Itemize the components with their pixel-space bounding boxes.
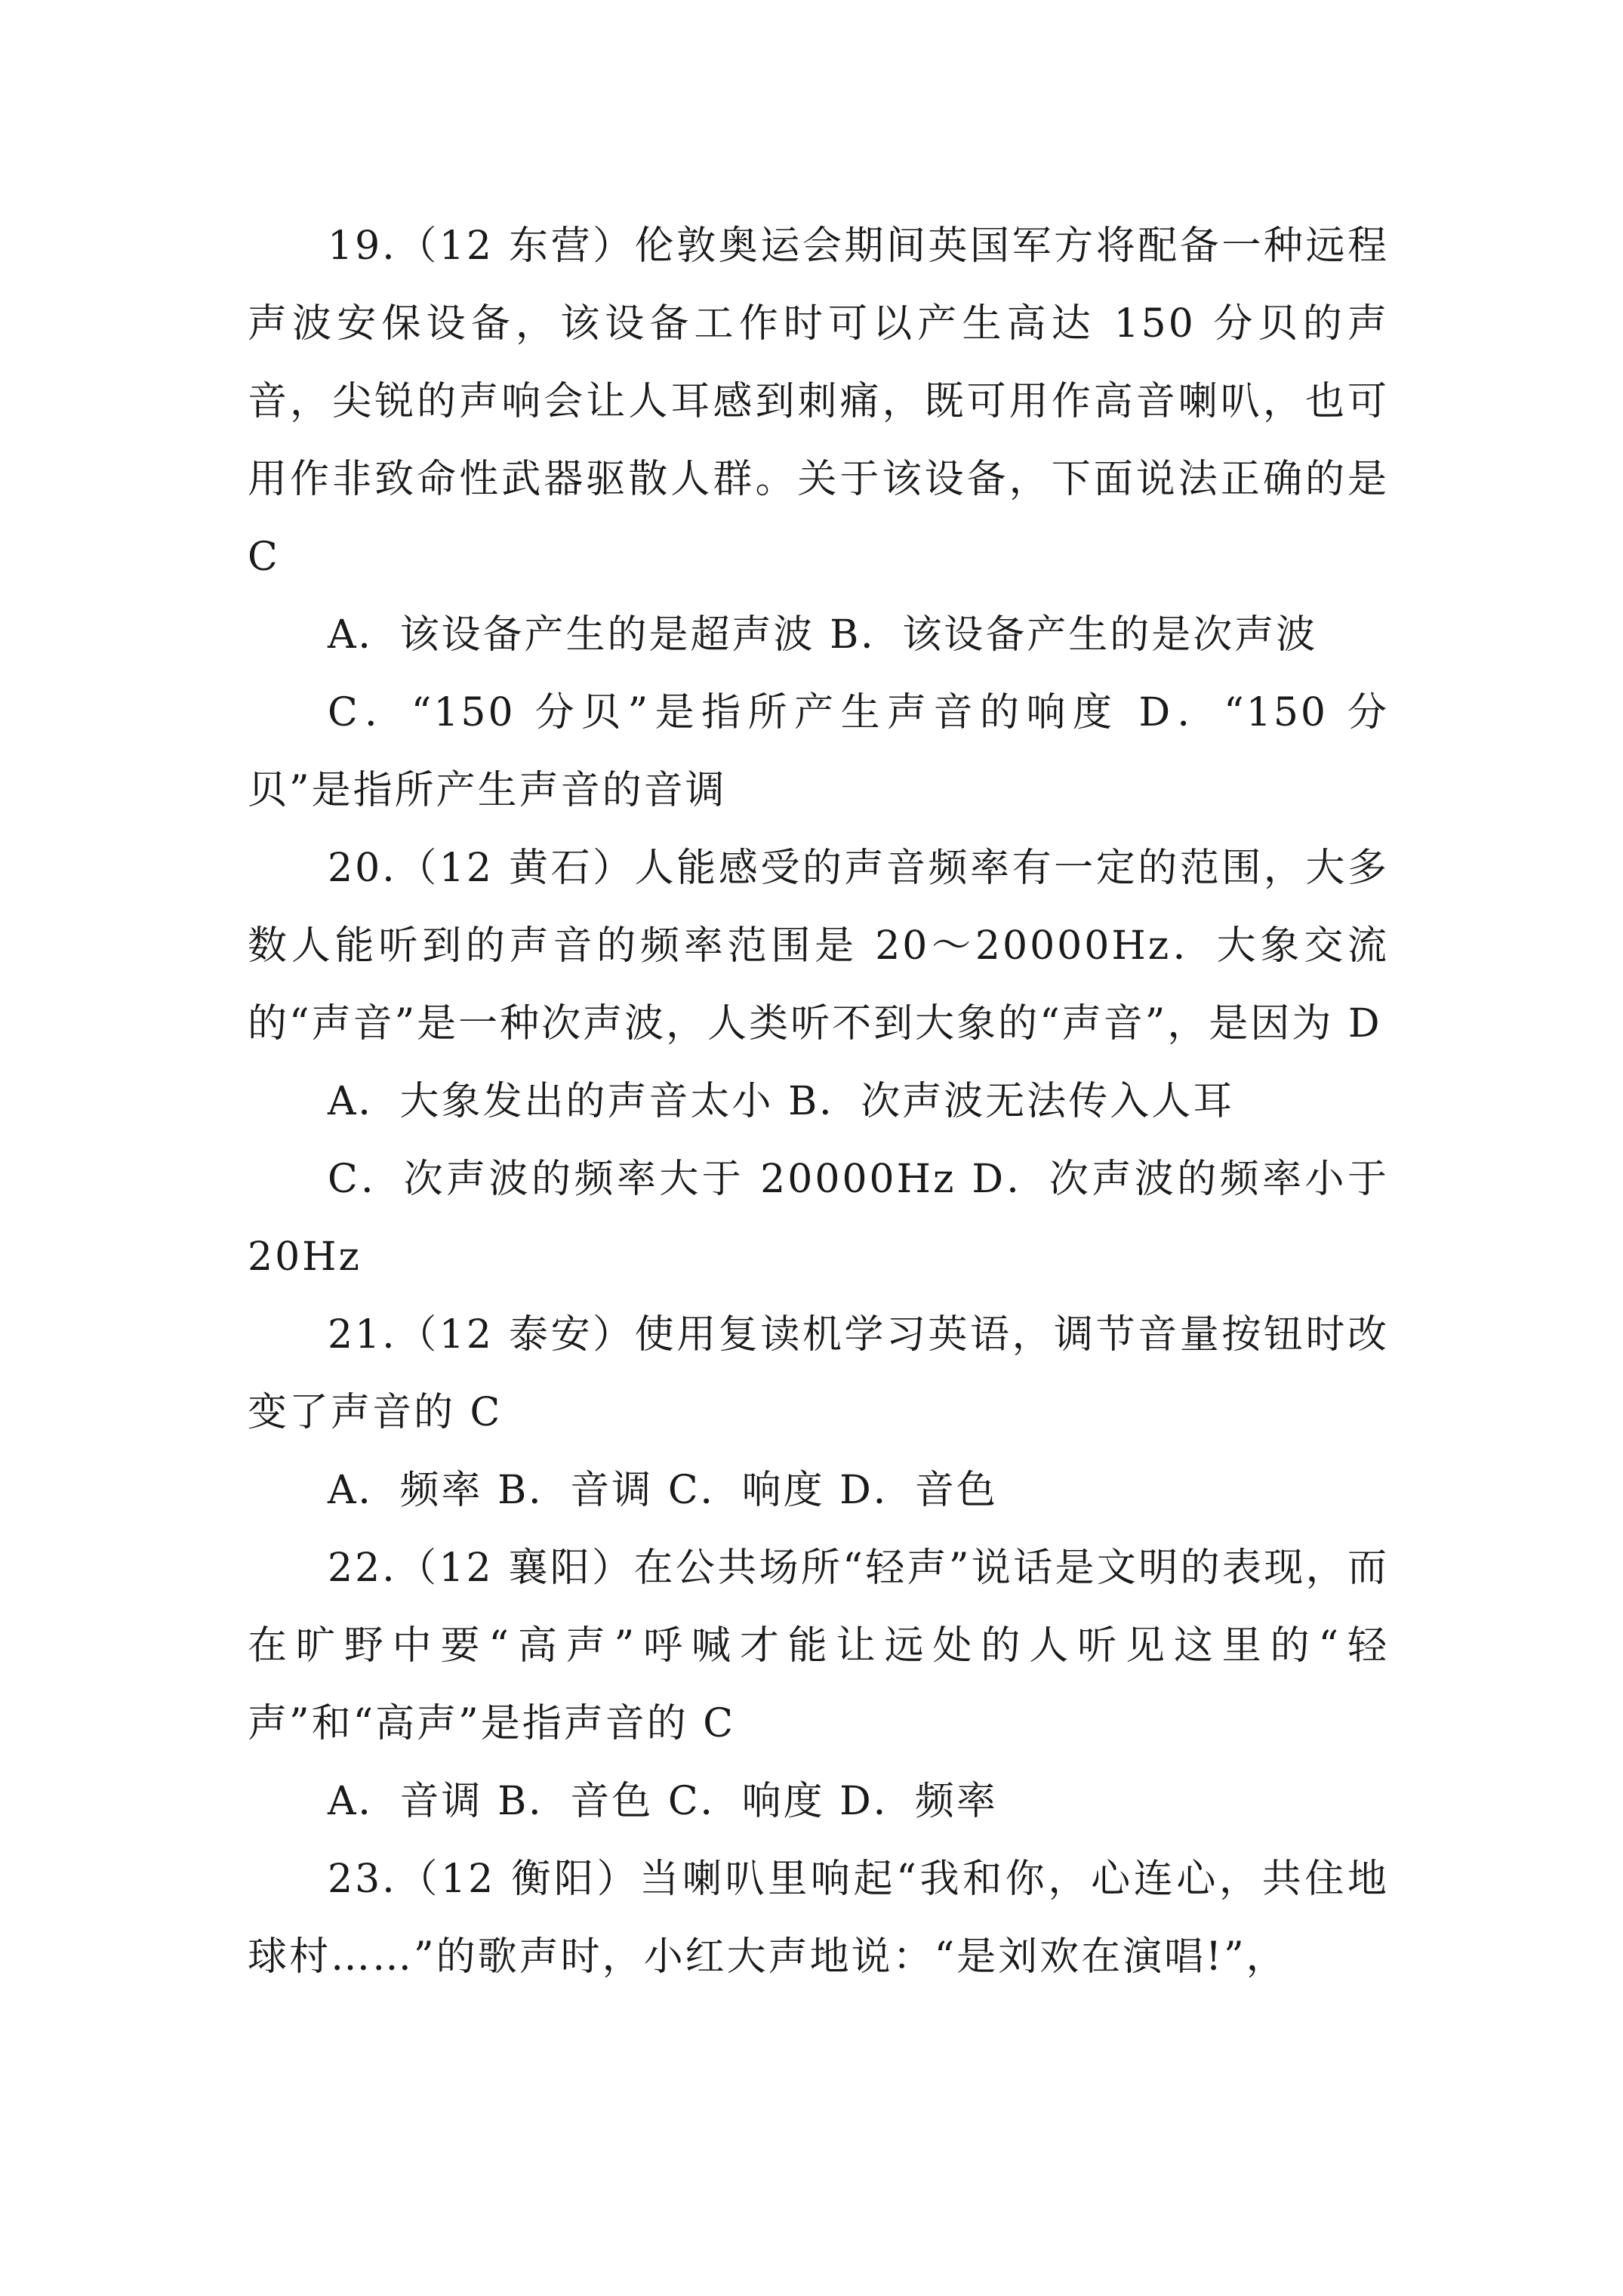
question-19-options-cd: C．“150 分贝”是指所产生声音的响度 D．“150 分贝”是指所产生声音的音调 xyxy=(248,690,1389,813)
question-21-options: A．频率 B．音调 C．响度 D．音色 xyxy=(328,1468,998,1513)
document-body xyxy=(248,208,1389,1996)
question-20-options-cd: C．次声波的频率大于 20000Hz D．次声波的频率小于 20Hz xyxy=(248,1157,1389,1280)
question-21-stem: 21.（12 泰安）使用复读机学习英语，调节音量按钮时改变了声音的 C xyxy=(248,1312,1389,1435)
question-19-options-ab: A．该设备产生的是超声波 B．该设备产生的是次声波 xyxy=(328,612,1318,658)
question-23-stem: 23.（12 衡阳）当喇叭里响起“我和你，心连心，共住地球村……”的歌声时，小红大声地说：“是刘欢在演唱!”， xyxy=(248,1857,1389,1980)
question-20-stem: 20.（12 黄石）人能感受的声音频率有一定的范围，大多数人能听到的声音的频率范围是 20～20000Hz．大象交流的“声音”是一种次声波，人类听不到大象的“声音”，是因为 D xyxy=(248,846,1389,1046)
question-20-options-ab: A．大象发出的声音太小 B．次声波无法传入人耳 xyxy=(328,1079,1235,1124)
question-19-stem: 19.（12 东营）伦敦奥运会期间英国军方将配备一种远程声波安保设备，该设备工作时可以产生高达 150 分贝的声音，尖锐的声响会让人耳感到刺痛，既可用作高音喇叭，也可用作非致命性武器驱散人群。关于该设备，下面说法正确的是 C xyxy=(248,223,1389,580)
question-22-options: A．音调 B．音色 C．响度 D．频率 xyxy=(328,1779,998,1824)
question-22-stem: 22.（12 襄阳）在公共场所“轻声”说话是文明的表现，而在旷野中要“高声”呼喊才能让远处的人听见这里的“轻声”和“高声”是指声音的 C xyxy=(248,1546,1389,1746)
